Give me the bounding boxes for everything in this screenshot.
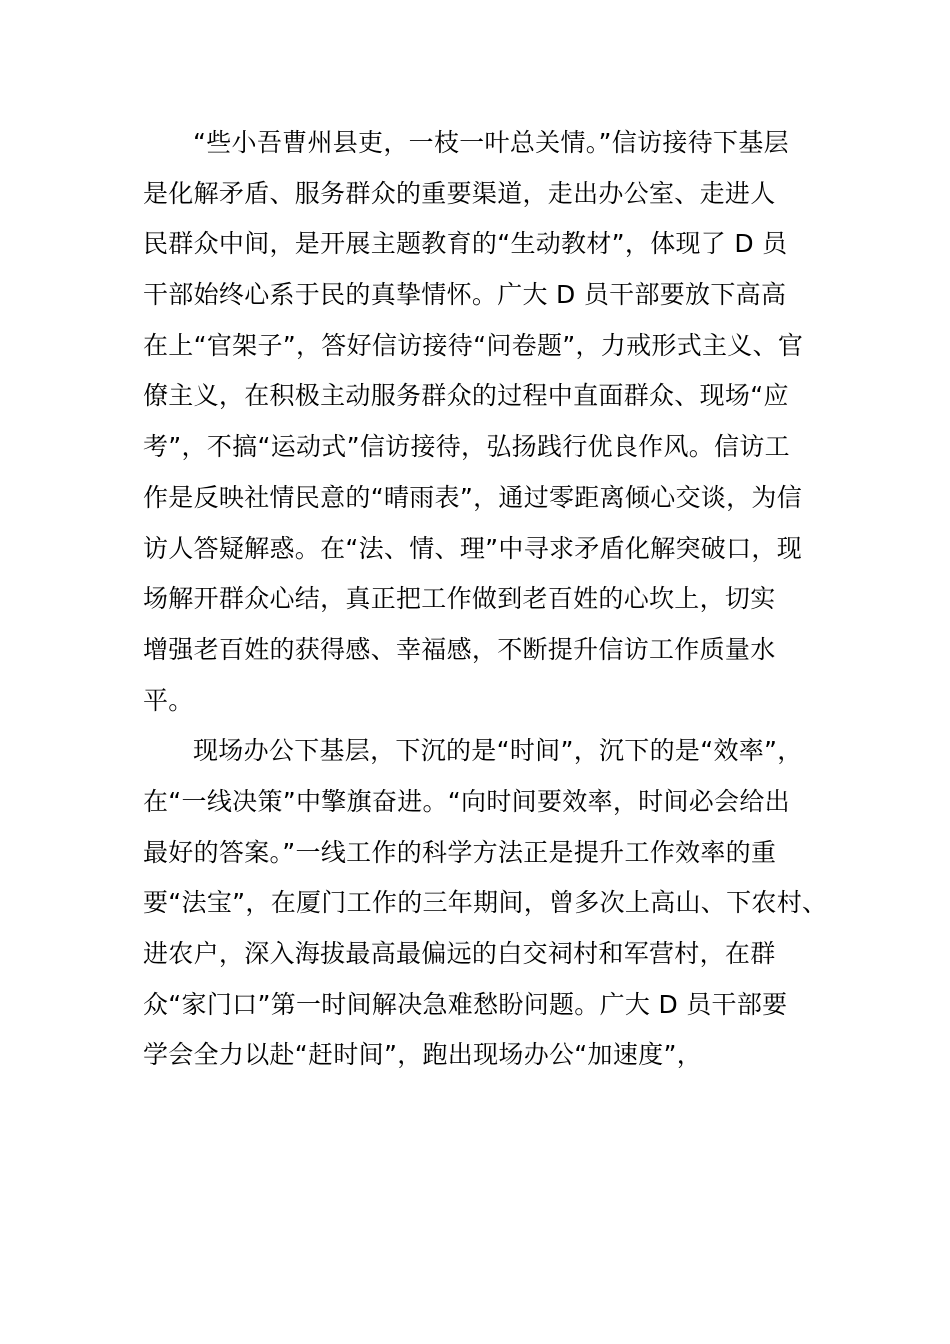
text-line: 进农户，深入海拔最高最偏远的白交祠村和军营村，在群 <box>143 939 776 968</box>
text-line: 干部始终心系于民的真挚情怀。广大 D 员干部要放下高高 <box>143 280 787 310</box>
text-line: 现场办公下基层，下沉的是“时间”，沉下的是“效率”， <box>193 736 803 766</box>
text-line: 考”，不搞“运动式”信访接待，弘扬践行优良作风。信访工 <box>143 432 790 462</box>
text-line: 众“家门口”第一时间解决急难愁盼问题。广大 D 员干部要 <box>143 989 788 1019</box>
text-line: 在“一线决策”中擎旗奋进。“向时间要效率，时间必会给出 <box>143 786 790 816</box>
text-line: 学会全力以赴“赶时间”，跑出现场办公“加速度”， <box>143 1040 703 1070</box>
text-line: 作是反映社情民意的“晴雨表”，通过零距离倾心交谈，为信 <box>143 482 803 512</box>
text-line: 是化解矛盾、服务群众的重要渠道，走出办公室、走进人 <box>143 178 776 208</box>
text-line: 最好的答案。”一线工作的科学方法正是提升工作效率的重 <box>143 837 777 867</box>
paragraph-2 <box>143 726 828 1081</box>
text-line: 在上“官架子”，答好信访接待“问卷题”，力戒形式主义、官 <box>143 330 804 360</box>
text-line: 要“法宝”，在厦门工作的三年期间，曾多次上高山、下农村、 <box>143 888 828 918</box>
text-line: 访人答疑解惑。在“法、情、理”中寻求矛盾化解突破口，现 <box>143 533 803 563</box>
text-line: 场解开群众心结，真正把工作做到老百姓的心坎上，切实 <box>143 584 776 614</box>
paragraph-1 <box>143 118 813 726</box>
text-line: 增强老百姓的获得感、幸福感，不断提升信访工作质量水 <box>143 634 776 664</box>
text-line: 民群众中间，是开展主题教育的“生动教材”，体现了 D 员 <box>143 229 788 259</box>
text-line: “些小吾曹州县吏，一枝一叶总关情。”信访接待下基层 <box>193 128 789 157</box>
body-text <box>143 118 828 1081</box>
text-line: 僚主义，在积极主动服务群众的过程中直面群众、现场“应 <box>143 381 789 411</box>
text-line: 平。 <box>143 685 194 715</box>
